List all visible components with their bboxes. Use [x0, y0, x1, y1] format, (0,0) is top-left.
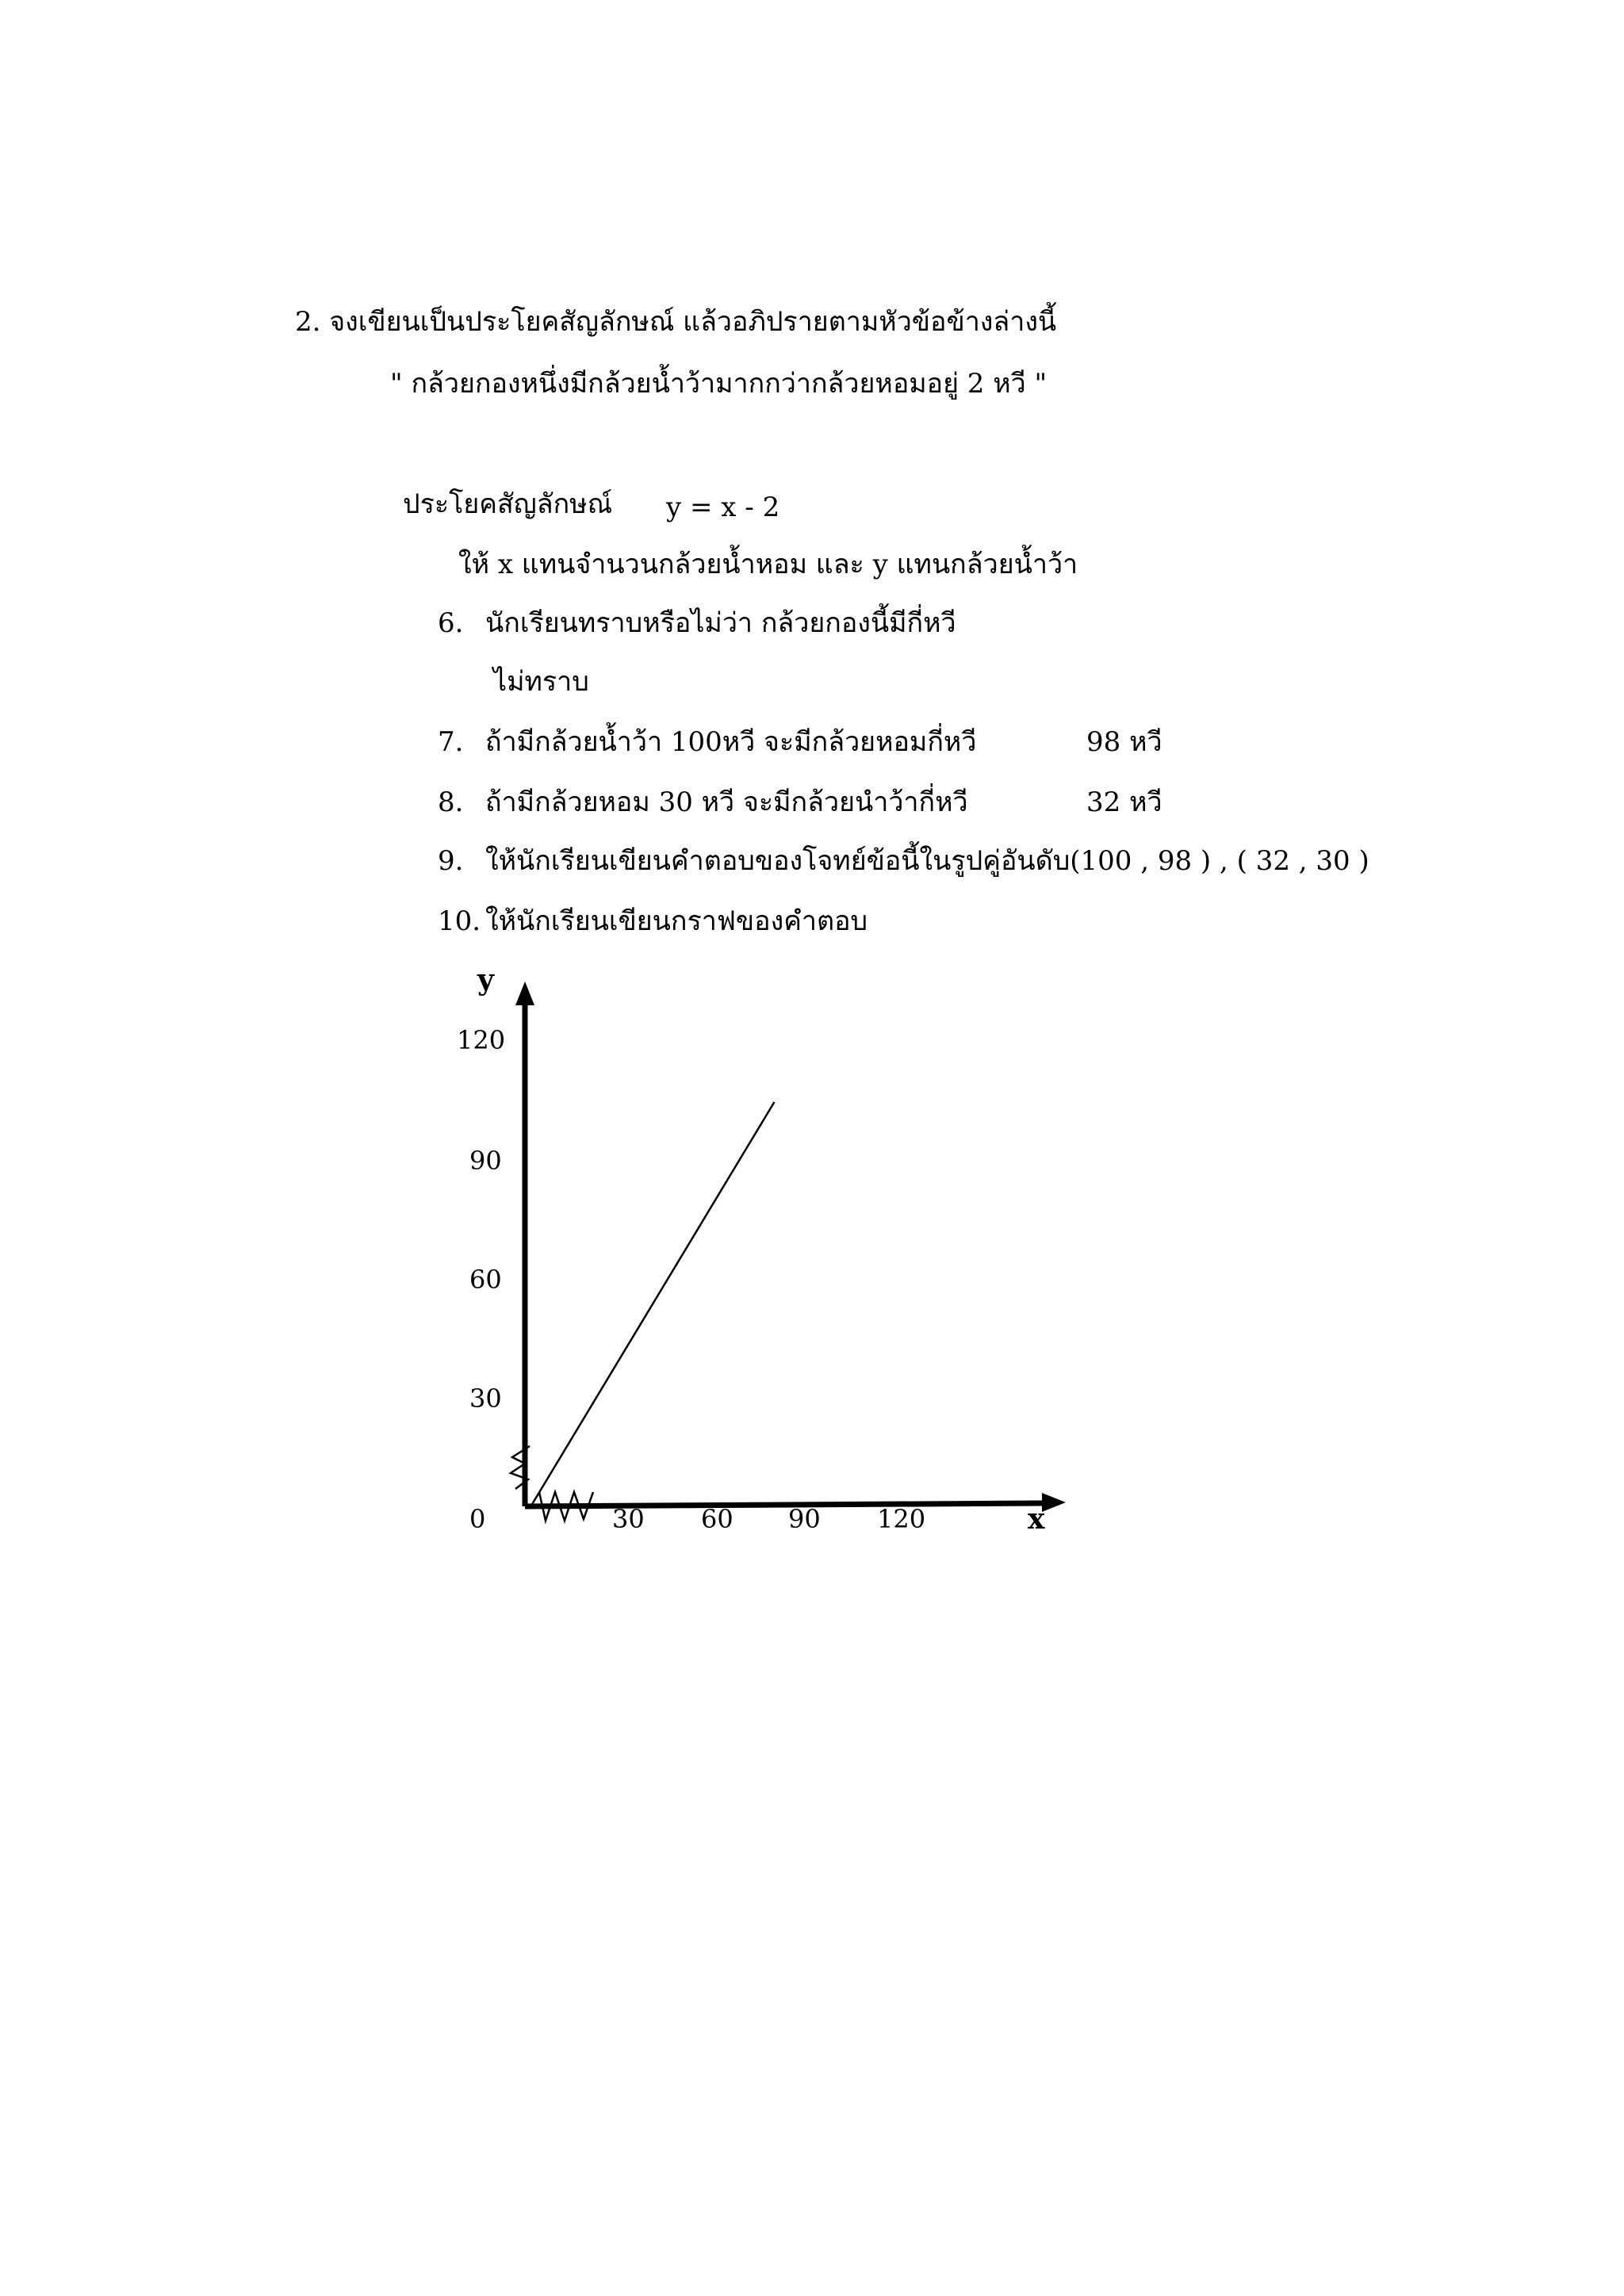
- origin-label: 0: [469, 1504, 486, 1534]
- x-tick-label: 60: [701, 1504, 733, 1534]
- item-6-text: นักเรียนทราบหรือไม่ว่า กล้วยกองนี้มีกี่หวี: [485, 607, 956, 639]
- series-line: [530, 1102, 774, 1506]
- x-axis-label: x: [1028, 1502, 1045, 1536]
- item-7-number: 7.: [438, 726, 464, 758]
- item-9-number: 9.: [438, 845, 464, 877]
- item-7-answer: 98 หวี: [1086, 726, 1162, 758]
- x-tick-label: 30: [612, 1504, 645, 1534]
- equation-label: ประโยคสัญลักษณ์: [403, 488, 613, 520]
- item-8-number: 8.: [438, 786, 464, 818]
- y-tick-label: 30: [469, 1383, 502, 1414]
- y-tick-label: 60: [469, 1265, 502, 1295]
- variable-definition: ให้ x แทนจำนวนกล้วยน้ำหอม และ y แทนกล้วยน้ำว้า: [458, 549, 1078, 580]
- y-tick-label: 120: [457, 1025, 506, 1055]
- question-heading: 2. จงเขียนเป็นประโยคสัญลักษณ์ แล้วอภิปรายตามหัวข้อข้างล่างนี้: [295, 306, 1057, 338]
- y-axis-label: y: [477, 963, 494, 997]
- y-axis-arrowhead: [515, 982, 534, 1005]
- x-tick-label: 90: [788, 1504, 821, 1534]
- y-tick-label: 90: [469, 1146, 502, 1176]
- item-7-text: ถ้ามีกล้วยน้ำว้า 100หวี จะมีกล้วยหอมกี่หวี: [485, 726, 977, 758]
- x-tick-label: 120: [877, 1504, 926, 1534]
- x-axis-arrowhead: [1042, 1493, 1066, 1512]
- item-10-text: ให้นักเรียนเขียนกราฟของคำตอบ: [485, 905, 868, 937]
- question-statement: " กล้วยกองหนึ่งมีกล้วยน้ำว้ามากกว่ากล้วยหอมอยู่ 2 หวี ": [390, 368, 1048, 400]
- x-axis: [525, 1503, 1045, 1506]
- equation-formula: y = x - 2: [666, 492, 780, 523]
- item-9-text: ให้นักเรียนเขียนคำตอบของโจทย์ข้อนี้ในรูปคู่อันดับ(100 , 98 ) , ( 32 , 30 ): [485, 845, 1369, 877]
- item-10-number: 10.: [438, 905, 481, 937]
- item-6-number: 6.: [438, 607, 464, 639]
- item-8-text: ถ้ามีกล้วยหอม 30 หวี จะมีกล้วยนำว้ากี่หวี: [485, 786, 968, 818]
- item-8-answer: 32 หวี: [1086, 786, 1162, 818]
- item-6-answer-text: ไม่ทราบ: [493, 666, 589, 698]
